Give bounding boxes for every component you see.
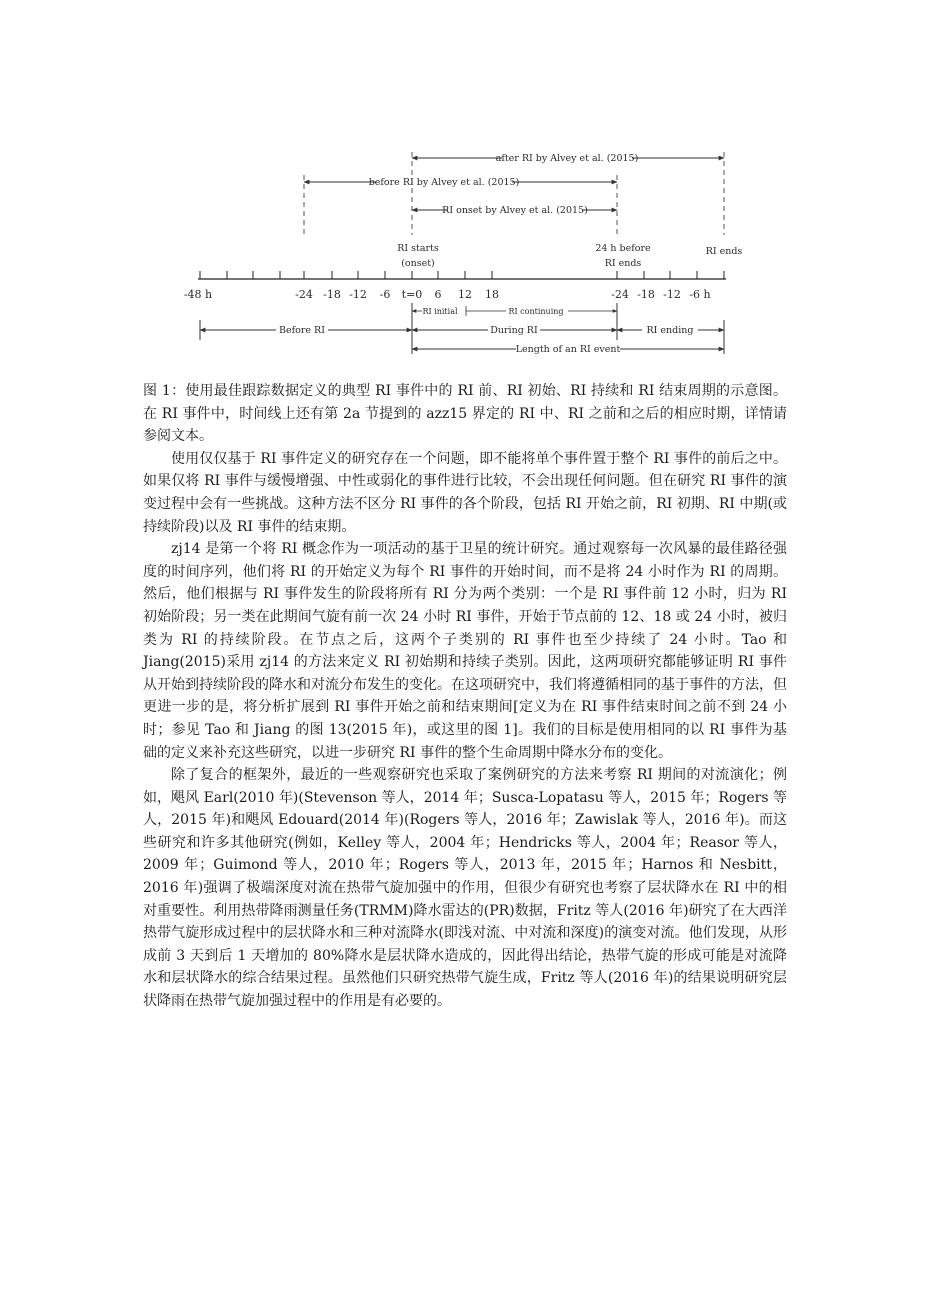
ri-continuing-label: RI continuing — [508, 307, 564, 316]
timeline-tick-label: -48 h — [183, 288, 213, 301]
ri-timeline-figure — [170, 140, 760, 370]
timeline-tick-label: -18 — [637, 288, 655, 301]
ri-ending-period-label: RI ending — [646, 325, 694, 336]
ri-starts-label: RI starts — [397, 243, 439, 254]
timeline-ticks — [200, 271, 724, 279]
timeline-tick-label: t=0 — [401, 288, 423, 301]
before-ri-period-label: Before RI — [279, 325, 325, 336]
timeline-tick-label: 12 — [458, 288, 472, 301]
after-ri-label: after RI by Alvey et al. (2015) — [495, 153, 639, 164]
timeline-tick-label: -24 — [295, 288, 313, 301]
paragraph-2: zj14 是第一个将 RI 概念作为一项活动的基于卫星的统计研究。通过观察每一次风暴的最佳路径强度的时间序列，他们将 RI 的开始定义为每个 RI 事件的开始时间，而不是将 24 小时作为 RI 的周期。然后，他们根据与 RI 事件发生的阶段将所有 RI 分为两个类别：一个是 RI 事件前 12 小时，归为 RI 初始阶段；另一类在此期间气旋有前一次 24 小时 RI 事件，开始于节点前的 12、18 或 24 小时，被归类为 RI 的持续阶段。在节点之后，这两个子类别的 RI 事件也至少持续了 24 小时。Tao 和 Jiang(2015)采用 zj14 的方法来定义 RI 初始期和持续子类别。因此，这两项研究都能够证明 RI 事件从开始到持续阶段的降水和对流分布发生的变化。在这项研究中，我们将遵循相同的基于事件的方法，但更进一步的是，将分析扩展到 RI 事件开始之前和结束期间[定义为在 RI 事件结束时间之前不到 24 小时；参见 Tao 和 Jiang 的图 13(2015 年)，或这里的图 1]。我们的目标是使用相同的以 RI 事件为基础的定义来补充这些研究，以进一步研究 RI 事件的整个生命周期中降水分布的变化。 — [143, 541, 787, 761]
paragraph-1: 使用仅仅基于 RI 事件定义的研究存在一个问题，即不能将单个事件置于整个 RI 事件的前后之中。如果仅将 RI 事件与缓慢增强、中性或弱化的事件进行比较，不会出现任何问题。但在研究 RI 事件的演变过程中会有一些挑战。这种方法不区分 RI 事件的各个阶段，包括 RI 开始之前，RI 初期、RI 中期(或持续阶段)以及 RI 事件的结束期。 — [143, 450, 787, 535]
timeline-tick-labels — [184, 288, 711, 301]
ri-initial-label: RI initial — [422, 307, 458, 316]
timeline-tick-label: -12 — [663, 288, 681, 301]
before-ri-label: before RI by Alvey et al. (2015) — [368, 177, 520, 188]
timeline-tick-label: -6 — [379, 288, 391, 301]
figure-caption: 图 1：使用最佳跟踪数据定义的典型 RI 事件中的 RI 前、RI 初始、RI 持续和 RI 结束周期的示意图。在 RI 事件中，时间线上还有第 2a 节提到的 azz15 界定的 RI 中、RI 之前和之后的相应时期，详情请参阅文本。 — [143, 383, 787, 445]
timeline-tick-label: 18 — [485, 288, 499, 301]
article-body — [143, 380, 787, 1013]
timeline-tick-label: -6 h — [689, 288, 711, 301]
timeline-tick-label: -24 — [611, 288, 629, 301]
length-label: Length of an RI event — [515, 344, 621, 355]
paragraph-3: 除了复合的框架外，最近的一些观察研究也采取了案例研究的方法来考察 RI 期间的对流演化；例如，飓风 Earl(2010 年)(Stevenson 等人，2014 年；Susca-Lopatasu 等人，2015 年；Rogers 等人，2015 年)和飓风 Edouard(2014 年)(Rogers 等人，2016 年；Zawislak 等人，2016 年)。而这些研究和许多其他研究(例如，Kelley 等人，2004 年；Hendricks 等人，2004 年；Reasor 等人，2009 年；Guimond 等人，2010 年；Rogers 等人，2013 年，2015 年；Harnos 和 Nesbitt，2016 年)强调了极端深度对流在热带气旋加强中的作用，但很少有研究也考察了层状降水在 RI 中的相对重要性。利用热带降雨测量任务(TRMM)降水雷达的(PR)数据，Fritz 等人(2016 年)研究了在大西洋热带气旋形成过程中的层状降水和三种对流降水(即浅对流、中对流和深度)的演变对流。他们发现，从形成前 3 天到后 1 天增加的 80%降水是层状降水造成的，因此得出结论，热带气旋的形成可能是对流降水和层状降水的综合结果过程。虽然他们只研究热带气旋生成，Fritz 等人(2016 年)的结果说明研究层状降雨在热带气旋加强过程中的作用是有必要的。 — [143, 767, 787, 1010]
during-ri-period-label: During RI — [490, 325, 538, 336]
before-24h-label: 24 h before — [595, 243, 651, 254]
ri-onset-label: RI onset by Alvey et al. (2015) — [442, 205, 588, 216]
timeline-tick-label: -12 — [349, 288, 367, 301]
onset-label: (onset) — [401, 258, 435, 269]
timeline-tick-label: -18 — [323, 288, 341, 301]
timeline-tick-label: 6 — [434, 288, 442, 301]
ri-ends-label: RI ends — [705, 246, 743, 257]
ri-ends-label-2: RI ends — [604, 258, 642, 269]
